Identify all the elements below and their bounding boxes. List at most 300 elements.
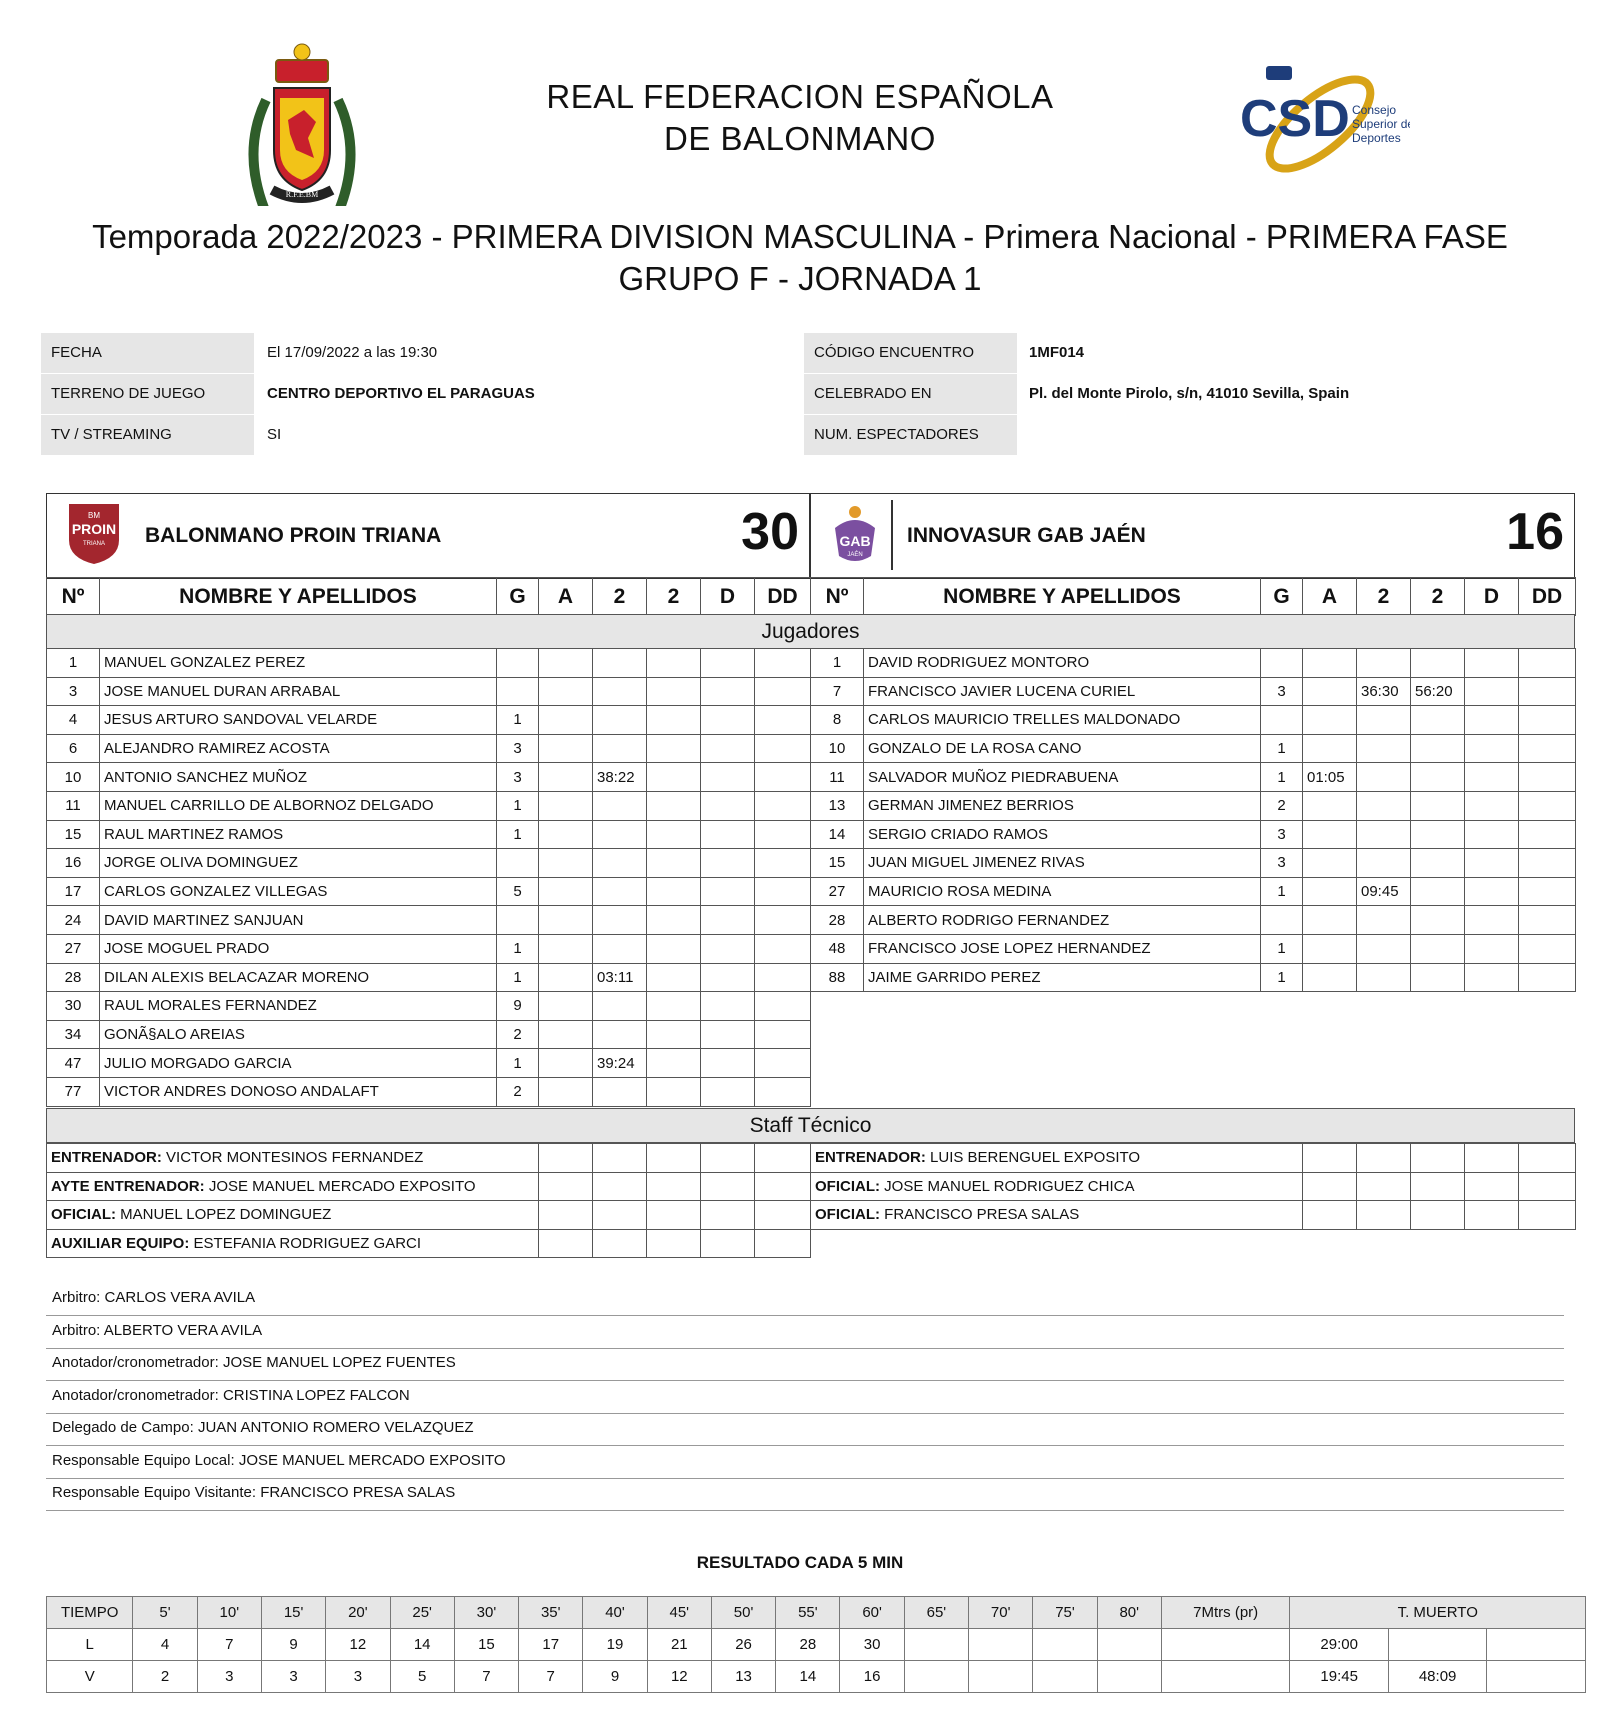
player-2min-2 <box>647 1020 701 1049</box>
federation-crest-logo <box>244 40 360 206</box>
staff-empty-cell <box>647 1172 701 1201</box>
player-number: 10 <box>47 763 100 792</box>
results-score-cell <box>969 1629 1033 1661</box>
player-2min-1 <box>1357 706 1411 735</box>
player-number: 34 <box>47 1020 100 1049</box>
player-name: MANUEL CARRILLO DE ALBORNOZ DELGADO <box>100 791 497 820</box>
player-warning <box>539 677 593 706</box>
player-2min-1 <box>593 1020 647 1049</box>
staff-empty-cell <box>1411 1144 1465 1173</box>
player-row <box>811 934 1576 963</box>
player-2min-2 <box>1411 963 1465 992</box>
player-number: 11 <box>47 791 100 820</box>
official-line <box>46 1286 1564 1316</box>
results-header-cell: 20' <box>326 1597 390 1629</box>
player-goals: 1 <box>1261 963 1303 992</box>
results-row-label: L <box>47 1629 133 1661</box>
tv-value: SI <box>267 426 282 443</box>
player-warning <box>539 649 593 678</box>
staff-empty-cell <box>1465 1201 1519 1230</box>
player-goals: 1 <box>497 791 539 820</box>
player-2min-2 <box>1411 906 1465 935</box>
player-disq <box>1465 763 1519 792</box>
player-disq-report <box>1519 849 1576 878</box>
player-2min-2 <box>1411 649 1465 678</box>
player-2min-1 <box>1357 820 1411 849</box>
player-2min-2 <box>1411 791 1465 820</box>
codigo-value: 1MF014 <box>1029 344 1085 361</box>
official-name: CARLOS VERA AVILA <box>104 1289 256 1306</box>
staff-empty-cell <box>1465 1172 1519 1201</box>
player-2min-1 <box>593 992 647 1021</box>
staff-empty-cell <box>1465 1144 1519 1173</box>
player-goals: 3 <box>1261 677 1303 706</box>
player-2min-1 <box>1357 791 1411 820</box>
official-label: Responsable Equipo Local: <box>52 1451 235 1469</box>
results-score-cell: 26 <box>711 1629 775 1661</box>
player-disq <box>701 734 755 763</box>
col-2b: 2 <box>1411 578 1465 616</box>
staff-role: OFICIAL: <box>815 1206 880 1224</box>
results-header-cell: 50' <box>711 1597 775 1629</box>
player-row <box>47 1020 811 1049</box>
player-disq <box>1465 934 1519 963</box>
player-disq-report <box>755 677 811 706</box>
player-disq-report <box>755 706 811 735</box>
player-2min-2 <box>647 934 701 963</box>
player-2min-1 <box>593 934 647 963</box>
player-disq <box>701 1049 755 1078</box>
results-score-cell: 15 <box>454 1629 518 1661</box>
staff-role: ENTRENADOR: <box>51 1149 162 1167</box>
player-2min-1 <box>1357 906 1411 935</box>
player-row <box>47 791 811 820</box>
player-goals: 1 <box>1261 877 1303 906</box>
staff-name: ESTEFANIA RODRIGUEZ GARCI <box>193 1235 422 1253</box>
staff-empty-cell <box>647 1201 701 1230</box>
player-row <box>47 820 811 849</box>
results-score-cell: 7 <box>197 1629 261 1661</box>
player-name: ALEJANDRO RAMIREZ ACOSTA <box>100 734 497 763</box>
results-score-cell: 2 <box>133 1661 197 1693</box>
player-goals: 1 <box>497 706 539 735</box>
player-goals <box>497 677 539 706</box>
svg-text:Superior de: Superior de <box>1352 117 1410 131</box>
staff-role: AYTE ENTRENADOR: <box>51 1177 205 1195</box>
player-goals <box>1261 649 1303 678</box>
col-d: D <box>1465 578 1519 616</box>
staff-empty-cell <box>1303 1172 1357 1201</box>
player-disq <box>1465 734 1519 763</box>
player-number: 47 <box>47 1049 100 1078</box>
staff-empty-cell <box>593 1229 647 1258</box>
player-2min-1 <box>593 677 647 706</box>
celebrado-value: Pl. del Monte Pirolo, s/n, 41010 Sevilla, Spain <box>1029 385 1350 402</box>
svg-text:BM: BM <box>88 511 100 520</box>
player-warning <box>539 820 593 849</box>
staff-empty-cell <box>593 1144 647 1173</box>
svg-text:GAB: GAB <box>839 533 871 549</box>
player-goals: 2 <box>497 1077 539 1106</box>
staff-empty-cell <box>1303 1201 1357 1230</box>
player-number: 30 <box>47 992 100 1021</box>
player-2min-2 <box>1411 706 1465 735</box>
home-team-name: BALONMANO PROIN TRIANA <box>145 524 442 547</box>
staff-empty-cell <box>539 1172 593 1201</box>
player-disq <box>701 992 755 1021</box>
player-2min-2 <box>1411 849 1465 878</box>
player-2min-2 <box>647 849 701 878</box>
results-score-cell: 9 <box>261 1629 325 1661</box>
results-header-cell: 40' <box>583 1597 647 1629</box>
player-disq <box>701 677 755 706</box>
player-2min-1 <box>593 791 647 820</box>
player-disq-report <box>755 1020 811 1049</box>
results-timeout-cell <box>1487 1629 1586 1661</box>
player-row <box>811 963 1576 992</box>
player-number: 24 <box>47 906 100 935</box>
tv-label: TV / STREAMING <box>41 415 254 455</box>
results-timeout-cell: 48:09 <box>1388 1661 1486 1693</box>
player-goals <box>497 849 539 878</box>
staff-empty-cell <box>701 1172 755 1201</box>
player-name: RAUL MORALES FERNANDEZ <box>100 992 497 1021</box>
player-2min-2 <box>647 706 701 735</box>
player-warning: 01:05 <box>1303 763 1357 792</box>
player-goals: 1 <box>1261 734 1303 763</box>
staff-empty-cell <box>539 1144 593 1173</box>
player-number: 1 <box>811 649 864 678</box>
results-score-cell <box>1161 1629 1290 1661</box>
col-g: G <box>1261 578 1303 616</box>
results-score-cell: 17 <box>519 1629 583 1661</box>
player-row <box>47 1049 811 1078</box>
player-goals: 1 <box>497 934 539 963</box>
player-name: MANUEL GONZALEZ PEREZ <box>100 649 497 678</box>
celebrado-label: CELEBRADO EN <box>804 374 1017 414</box>
player-row <box>47 649 811 678</box>
player-disq <box>701 1077 755 1106</box>
staff-cell <box>47 1201 539 1230</box>
player-2min-2 <box>647 734 701 763</box>
player-2min-1 <box>1357 649 1411 678</box>
staff-row <box>811 1201 1576 1230</box>
staff-section-band: Staff Técnico <box>46 1108 1575 1143</box>
player-warning <box>1303 791 1357 820</box>
player-name: FRANCISCO JAVIER LUCENA CURIEL <box>864 677 1261 706</box>
fecha-label: FECHA <box>41 333 254 373</box>
player-warning <box>1303 906 1357 935</box>
player-2min-2 <box>647 791 701 820</box>
staff-role: ENTRENADOR: <box>815 1149 926 1167</box>
results-score-cell: 3 <box>197 1661 261 1693</box>
staff-empty-cell <box>593 1201 647 1230</box>
csd-logo <box>1240 62 1410 188</box>
player-disq-report <box>755 791 811 820</box>
player-name: JORGE OLIVA DOMINGUEZ <box>100 849 497 878</box>
player-name: ANTONIO SANCHEZ MUÑOZ <box>100 763 497 792</box>
player-disq-report <box>755 649 811 678</box>
player-warning <box>539 763 593 792</box>
player-disq-report <box>755 820 811 849</box>
player-row <box>811 791 1576 820</box>
player-row <box>47 763 811 792</box>
player-goals <box>1261 906 1303 935</box>
player-warning <box>1303 877 1357 906</box>
player-warning <box>539 1077 593 1106</box>
svg-text:R.F.E.BM: R.F.E.BM <box>285 190 319 199</box>
player-2min-2 <box>647 649 701 678</box>
staff-name: MANUEL LOPEZ DOMINGUEZ <box>120 1206 332 1224</box>
player-goals: 1 <box>497 963 539 992</box>
player-name: GONZALO DE LA ROSA CANO <box>864 734 1261 763</box>
player-row <box>47 963 811 992</box>
results-header-cell: T. MUERTO <box>1290 1597 1586 1629</box>
player-number: 1 <box>47 649 100 678</box>
player-2min-1 <box>593 734 647 763</box>
away-logo-divider <box>891 500 893 570</box>
results-header-row <box>47 1597 1586 1629</box>
player-row <box>811 849 1576 878</box>
player-goals: 5 <box>497 877 539 906</box>
staff-cell <box>811 1144 1303 1173</box>
svg-text:PROIN: PROIN <box>71 521 117 537</box>
results-score-cell <box>1033 1629 1097 1661</box>
player-name: JOSE MANUEL DURAN ARRABAL <box>100 677 497 706</box>
player-name: DILAN ALEXIS BELACAZAR MORENO <box>100 963 497 992</box>
player-disq-report <box>1519 820 1576 849</box>
player-number: 48 <box>811 934 864 963</box>
home-players-table <box>46 648 811 1107</box>
official-label: Delegado de Campo: <box>52 1419 194 1436</box>
player-row <box>811 677 1576 706</box>
results-score-cell: 7 <box>519 1661 583 1693</box>
player-disq <box>701 763 755 792</box>
player-disq-report <box>755 1049 811 1078</box>
player-disq-report <box>1519 706 1576 735</box>
results-score-cell: 13 <box>711 1661 775 1693</box>
col-nombre: NOMBRE Y APELLIDOS <box>864 578 1261 616</box>
player-number: 88 <box>811 963 864 992</box>
player-number: 14 <box>811 820 864 849</box>
player-disq-report <box>1519 906 1576 935</box>
player-goals: 2 <box>1261 791 1303 820</box>
official-label: Arbitro: <box>52 1289 101 1306</box>
player-2min-1 <box>1357 849 1411 878</box>
svg-text:TRIANA: TRIANA <box>82 541 106 547</box>
player-disq-report <box>755 734 811 763</box>
home-staff-table <box>46 1143 811 1258</box>
col-g: G <box>497 578 539 616</box>
staff-empty-cell <box>647 1229 701 1258</box>
staff-empty-cell <box>755 1172 811 1201</box>
staff-name: JOSE MANUEL RODRIGUEZ CHICA <box>884 1177 1135 1195</box>
player-row <box>811 877 1576 906</box>
col-a: A <box>1303 578 1357 616</box>
season-title: Temporada 2022/2023 - PRIMERA DIVISION MASCULINA - Primera Nacional - PRIMERA FASE GRUPO F - JORNADA 1 <box>92 218 1508 297</box>
player-disq-report <box>1519 677 1576 706</box>
official-line <box>46 1384 1564 1414</box>
results-timeout-cell: 19:45 <box>1290 1661 1388 1693</box>
home-team-score: 30 <box>741 503 799 561</box>
federation-title-line2: DE BALONMANO <box>664 120 936 157</box>
player-goals: 1 <box>1261 934 1303 963</box>
player-disq-report <box>1519 791 1576 820</box>
player-number: 7 <box>811 677 864 706</box>
player-warning <box>539 706 593 735</box>
official-line <box>46 1351 1564 1381</box>
player-2min-1 <box>593 649 647 678</box>
staff-cell <box>811 1201 1303 1230</box>
player-disq-report <box>1519 934 1576 963</box>
player-warning <box>539 963 593 992</box>
home-column-headers <box>46 577 811 616</box>
player-goals <box>497 906 539 935</box>
player-warning <box>539 934 593 963</box>
player-name: CARLOS GONZALEZ VILLEGAS <box>100 877 497 906</box>
player-2min-2 <box>1411 734 1465 763</box>
home-team-logo <box>65 500 123 566</box>
player-2min-1: 38:22 <box>593 763 647 792</box>
player-disq <box>1465 906 1519 935</box>
federation-title-line1: REAL FEDERACION ESPAÑOLA <box>546 78 1054 115</box>
federation-title <box>500 76 1100 160</box>
player-disq <box>1465 877 1519 906</box>
official-line <box>46 1319 1564 1349</box>
player-number: 28 <box>47 963 100 992</box>
player-warning <box>1303 934 1357 963</box>
player-row <box>47 934 811 963</box>
player-warning <box>539 992 593 1021</box>
player-number: 15 <box>47 820 100 849</box>
player-disq <box>701 791 755 820</box>
staff-empty-cell <box>701 1144 755 1173</box>
player-2min-1 <box>1357 963 1411 992</box>
player-row <box>47 677 811 706</box>
player-disq <box>1465 791 1519 820</box>
player-number: 28 <box>811 906 864 935</box>
col-2a: 2 <box>1357 578 1411 616</box>
player-goals: 3 <box>1261 849 1303 878</box>
results-score-cell: 14 <box>390 1629 454 1661</box>
results-timeout-cell: 29:00 <box>1290 1629 1388 1661</box>
player-name: CARLOS MAURICIO TRELLES MALDONADO <box>864 706 1261 735</box>
player-2min-1 <box>593 849 647 878</box>
player-name: MAURICIO ROSA MEDINA <box>864 877 1261 906</box>
player-2min-2 <box>647 1049 701 1078</box>
player-2min-2 <box>1411 763 1465 792</box>
player-2min-2 <box>647 906 701 935</box>
results-header-cell: 25' <box>390 1597 454 1629</box>
svg-text:Consejo: Consejo <box>1352 103 1397 117</box>
player-disq-report <box>1519 877 1576 906</box>
player-warning <box>539 734 593 763</box>
official-name: JOSE MANUEL LOPEZ FUENTES <box>222 1354 456 1371</box>
results-score-cell: 3 <box>261 1661 325 1693</box>
fecha-value: El 17/09/2022 a las 19:30 <box>267 344 438 361</box>
player-warning <box>1303 849 1357 878</box>
results-header-cell: TIEMPO <box>47 1597 133 1629</box>
player-name: GONÃ§ALO AREIAS <box>100 1020 497 1049</box>
staff-cell <box>47 1229 539 1258</box>
staff-cell <box>47 1172 539 1201</box>
col-a: A <box>539 578 593 616</box>
staff-name: VICTOR MONTESINOS FERNANDEZ <box>166 1149 424 1167</box>
results-header-cell: 75' <box>1033 1597 1097 1629</box>
col-num: Nº <box>811 578 864 616</box>
player-number: 8 <box>811 706 864 735</box>
results-timeout-cell <box>1487 1661 1586 1693</box>
player-row <box>811 820 1576 849</box>
staff-empty-cell <box>539 1201 593 1230</box>
player-row <box>47 992 811 1021</box>
codigo-label: CÓDIGO ENCUENTRO <box>804 333 1017 373</box>
results-score-cell <box>904 1661 968 1693</box>
staff-empty-cell <box>1519 1172 1576 1201</box>
player-name: SALVADOR MUÑOZ PIEDRABUENA <box>864 763 1261 792</box>
player-2min-2 <box>647 992 701 1021</box>
player-name: DAVID RODRIGUEZ MONTORO <box>864 649 1261 678</box>
staff-cell <box>811 1172 1303 1201</box>
player-disq-report <box>755 992 811 1021</box>
staff-row <box>811 1144 1576 1173</box>
player-disq <box>701 649 755 678</box>
official-line <box>46 1449 1564 1479</box>
player-row <box>811 734 1576 763</box>
player-number: 16 <box>47 849 100 878</box>
player-warning <box>539 1020 593 1049</box>
results-score-cell: 9 <box>583 1661 647 1693</box>
player-disq <box>1465 706 1519 735</box>
staff-row <box>47 1172 811 1201</box>
player-number: 27 <box>47 934 100 963</box>
results-score-cell: 14 <box>776 1661 840 1693</box>
player-disq <box>1465 963 1519 992</box>
espectadores-label: NUM. ESPECTADORES <box>804 415 1017 455</box>
player-name: GERMAN JIMENEZ BERRIOS <box>864 791 1261 820</box>
staff-role: AUXILIAR EQUIPO: <box>51 1235 190 1253</box>
results-score-cell: 28 <box>776 1629 840 1661</box>
player-disq <box>701 906 755 935</box>
player-goals: 3 <box>497 763 539 792</box>
staff-empty-cell <box>755 1229 811 1258</box>
results-row <box>47 1661 1586 1693</box>
results-title: RESULTADO CADA 5 MIN <box>696 1553 904 1572</box>
player-name: JULIO MORGADO GARCIA <box>100 1049 497 1078</box>
results-score-cell <box>969 1661 1033 1693</box>
svg-text:Deportes: Deportes <box>1352 131 1401 145</box>
results-header-cell: 10' <box>197 1597 261 1629</box>
player-2min-1: 09:45 <box>1357 877 1411 906</box>
staff-name: LUIS BERENGUEL EXPOSITO <box>930 1149 1141 1167</box>
svg-text:JAÉN: JAÉN <box>847 552 863 558</box>
results-score-cell: 21 <box>647 1629 711 1661</box>
staff-empty-cell <box>1411 1201 1465 1230</box>
player-name: JUAN MIGUEL JIMENEZ RIVAS <box>864 849 1261 878</box>
col-nombre: NOMBRE Y APELLIDOS <box>100 578 497 616</box>
away-team-logo <box>825 500 885 570</box>
player-goals <box>1261 706 1303 735</box>
official-label: Anotador/cronometrador: <box>52 1354 219 1371</box>
player-row <box>47 906 811 935</box>
player-warning <box>539 1049 593 1078</box>
results-row <box>47 1629 1586 1661</box>
staff-empty-cell <box>1357 1172 1411 1201</box>
player-name: ALBERTO RODRIGO FERNANDEZ <box>864 906 1261 935</box>
results-score-cell <box>1161 1661 1290 1693</box>
player-name: JESUS ARTURO SANDOVAL VELARDE <box>100 706 497 735</box>
staff-empty-cell <box>1519 1201 1576 1230</box>
